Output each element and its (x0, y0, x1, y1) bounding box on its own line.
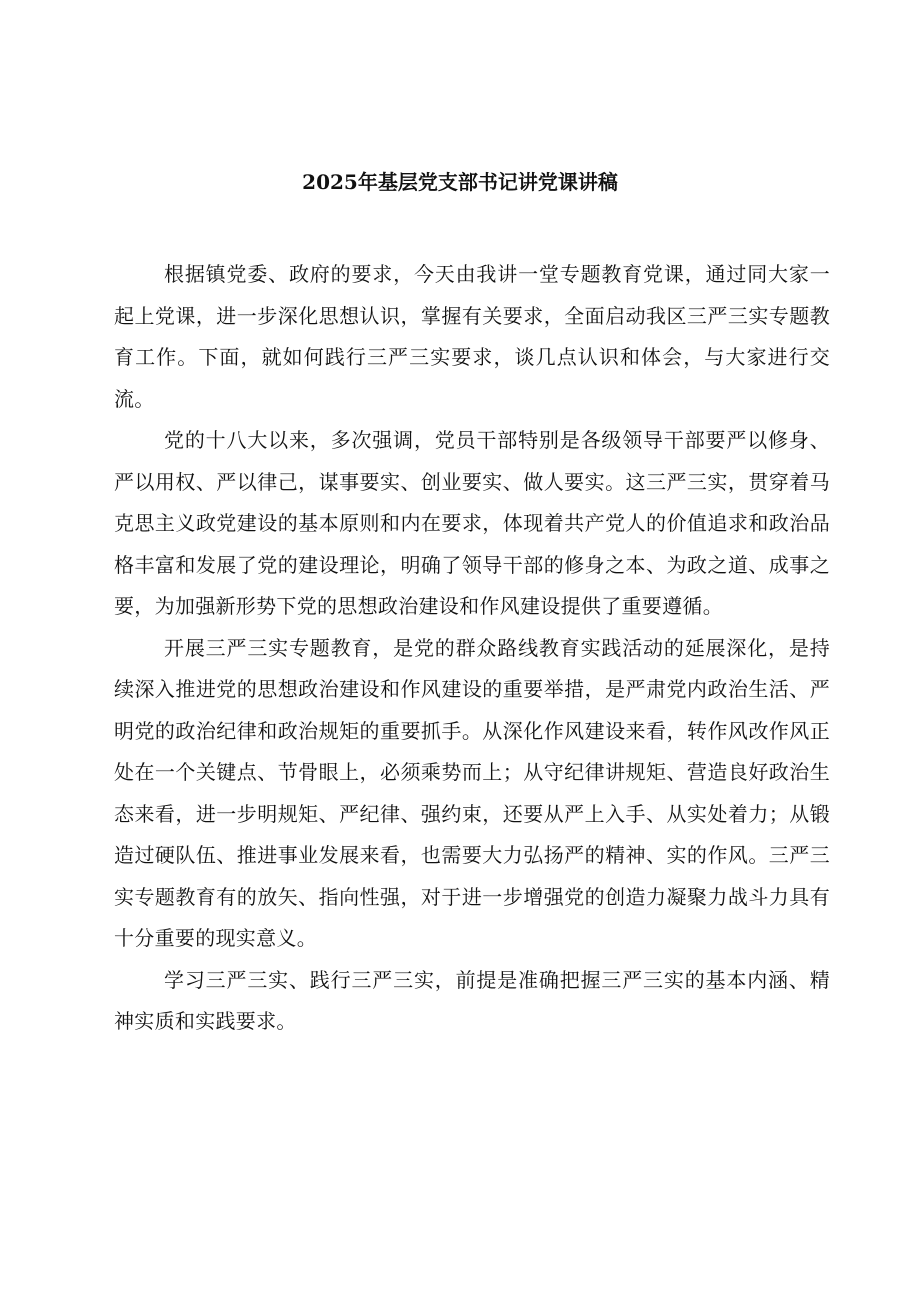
document-body (114, 254, 830, 1043)
paragraph-4: 学习三严三实、践行三严三实，前提是准确把握三严三实的基本内涵、精神实质和实践要求。 (114, 967, 830, 1033)
paragraph-3: 开展三严三实专题教育，是党的群众路线教育实践活动的延展深化，是持续深入推进党的思想政治建设和作风建设的重要举措，是严肃党内政治生活、严明党的政治纪律和政治规矩的重要抓手。从深化作风建设来看，转作风改作风正处在一个关键点、节骨眼上，必须乘势而上；从守纪律讲规矩、营造良好政治生态来看，进一步明规矩、严纪律、强约束，还要从严上入手、从实处着力；从锻造过硬队伍、推进事业发展来看，也需要大力弘扬严的精神、实的作风。三严三实专题教育有的放矢、指向性强，对于进一步增强党的创造力凝聚力战斗力具有十分重要的现实意义。 (114, 635, 830, 950)
paragraph-1: 根据镇党委、政府的要求，今天由我讲一堂专题教育党课，通过同大家一起上党课，进一步深化思想认识，掌握有关要求，全面启动我区三严三实专题教育工作。下面，就如何践行三严三实要求，谈几点认识和体会，与大家进行交流。 (114, 262, 830, 411)
paragraph-2: 党的十八大以来，多次强调，党员干部特别是各级领导干部要严以修身、严以用权、严以律己，谋事要实、创业要实、做人要实。这三严三实，贯穿着马克思主义政党建设的基本原则和内在要求，体现着共产党人的价值追求和政治品格丰富和发展了党的建设理论，明确了领导干部的修身之本、为政之道、成事之要，为加强新形势下党的思想政治建设和作风建设提供了重要遵循。 (114, 428, 830, 618)
document-title: 2025年基层党支部书记讲党课讲稿 (302, 170, 618, 194)
